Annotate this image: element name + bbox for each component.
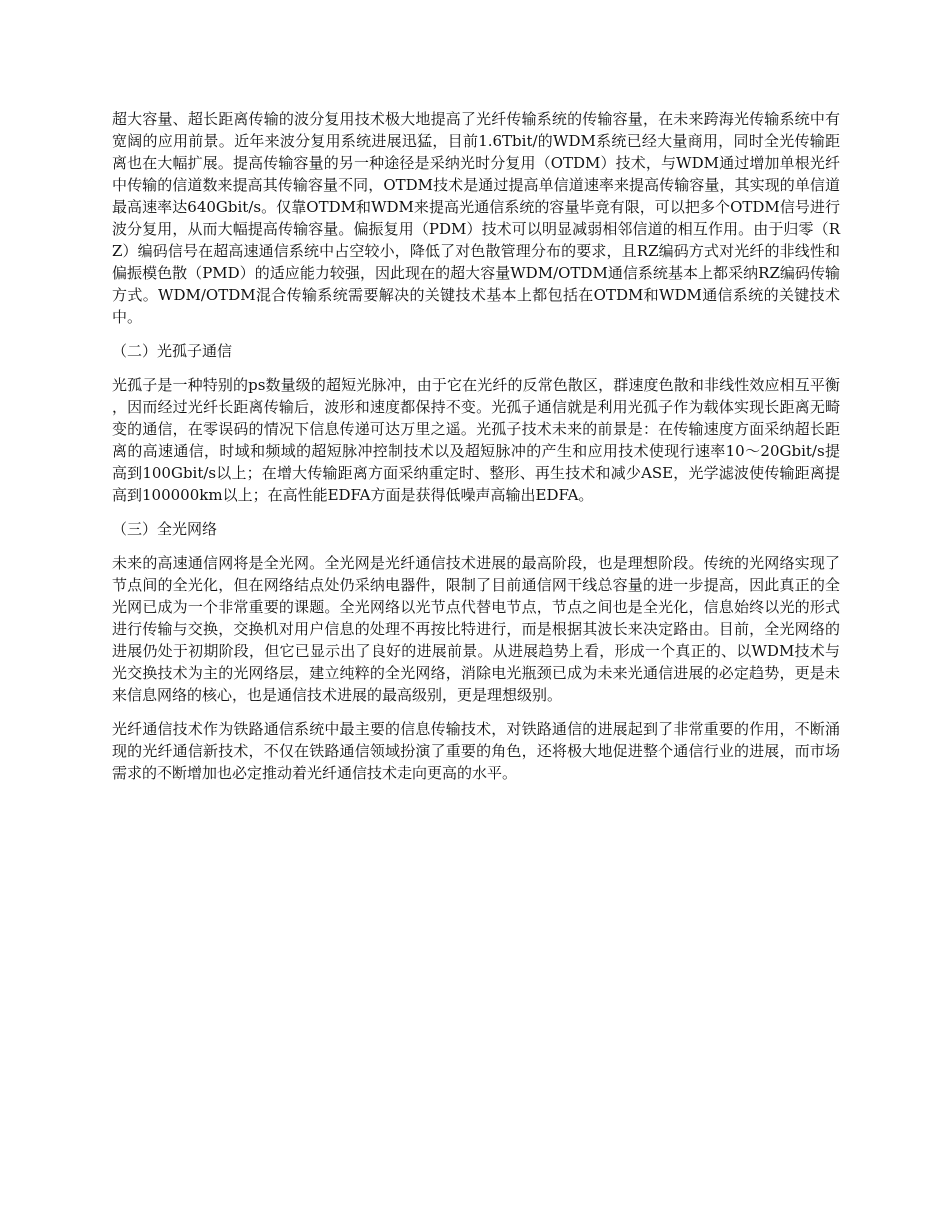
- section-heading-all-optical-network: （三）全光网络: [112, 520, 218, 538]
- paragraph-optical-soliton: 光孤子是一种特别的ps数量级的超短光脉冲，由于它在光纤的反常色散区，群速度色散和非线性效应相互平衡，因而经过光纤长距离传输后，波形和速度都保持不变。光孤子通信就是利用光孤子作为载体实现长距离无畸变的通信，在零误码的情况下信息传递可达万里之遥。光孤子技术未来的前景是：在传输速度方面采纳超长距离的高速通信，时域和频域的超短脉冲控制技术以及超短脉冲的产生和应用技术使现行速率10～20Gbit/s提高到100Gbit/s以上；在增大传输距离方面采纳重定时、整形、再生技术和减少ASE，光学滤波使传输距离提高到100000km以上；在高性能EDFA方面是获得低噪声高输出EDFA。: [112, 376, 840, 504]
- document-body: [112, 108, 840, 796]
- paragraph-wdm-otdm: 超大容量、超长距离传输的波分复用技术极大地提高了光纤传输系统的传输容量，在未来跨海光传输系统中有宽阔的应用前景。近年来波分复用系统进展迅猛，目前1.6Tbit/的WDM系统已经大量商用，同时全光传输距离也在大幅扩展。提高传输容量的另一种途径是采纳光时分复用（OTDM）技术，与WDM通过增加单根光纤中传输的信道数来提高其传输容量不同，OTDM技术是通过提高单信道速率来提高传输容量，其实现的单信道最高速率达640Gbit/s。仅靠OTDM和WDM来提高光通信系统的容量毕竟有限，可以把多个OTDM信号进行波分复用，从而大幅提高传输容量。偏振复用（PDM）技术可以明显减弱相邻信道的相互作用。由于归零（RZ）编码信号在超高速通信系统中占空较小，降低了对色散管理分布的要求，且RZ编码方式对光纤的非线性和偏振模色散（PMD）的适应能力较强，因此现在的超大容量WDM/OTDM通信系统基本上都采纳RZ编码传输方式。WDM/OTDM混合传输系统需要解决的关键技术基本上都包括在OTDM和WDM通信系统的关键技术中。: [112, 110, 840, 326]
- section-heading-optical-soliton: （二）光孤子通信: [112, 342, 233, 360]
- paragraph-all-optical-network: 未来的高速通信网将是全光网。全光网是光纤通信技术进展的最高阶段，也是理想阶段。传统的光网络实现了节点间的全光化，但在网络结点处仍采纳电器件，限制了目前通信网干线总容量的进一步提高，因此真正的全光网已成为一个非常重要的课题。全光网络以光节点代替电节点，节点之间也是全光化，信息始终以光的形式进行传输与交换，交换机对用户信息的处理不再按比特进行，而是根据其波长来决定路由。目前，全光网络的进展仍处于初期阶段，但它已显示出了良好的进展前景。从进展趋势上看，形成一个真正的、以WDM技术与光交换技术为主的光网络层，建立纯粹的全光网络，消除电光瓶颈已成为未来光通信进展的必定趋势，更是未来信息网络的核心，也是通信技术进展的最高级别，更是理想级别。: [112, 554, 840, 704]
- paragraph-conclusion: 光纤通信技术作为铁路通信系统中最主要的信息传输技术，对铁路通信的进展起到了非常重要的作用，不断涌现的光纤通信新技术，不仅在铁路通信领域扮演了重要的角色，还将极大地促进整个通信行业的进展，而市场需求的不断增加也必定推动着光纤通信技术走向更高的水平。: [112, 720, 840, 782]
